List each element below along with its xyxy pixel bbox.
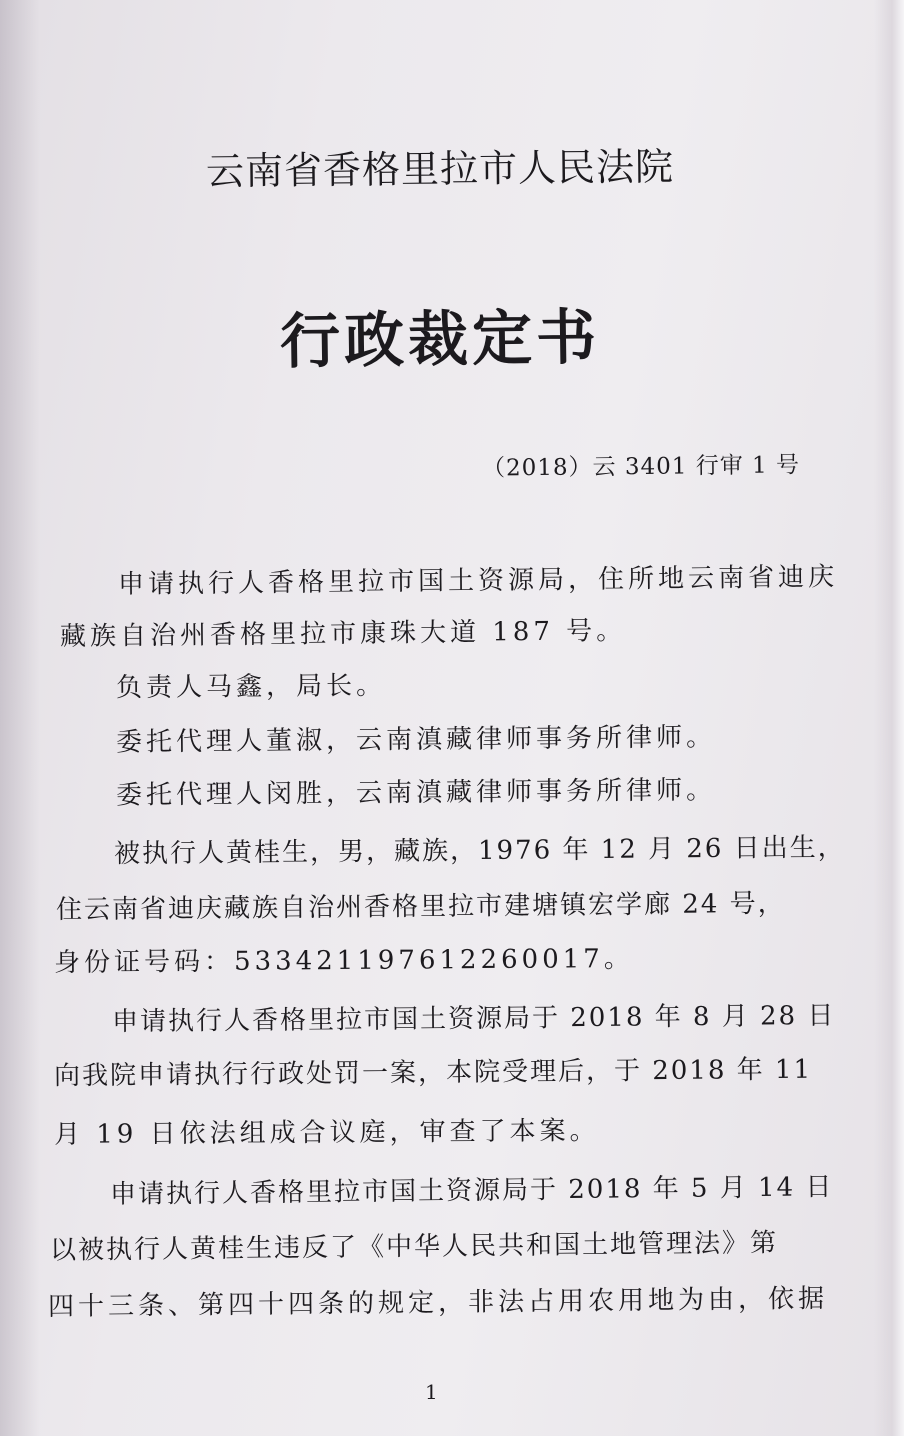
- document-title: 行政裁定书: [279, 302, 601, 378]
- body-line: 四十三条、第四十四条的规定，非法占用农用地为由，依据: [47, 1283, 829, 1323]
- body-line: 申请执行人香格里拉市国土资源局，住所地云南省迪庆: [117, 562, 839, 600]
- court-name: 云南省香格里拉市人民法院: [205, 144, 675, 194]
- body-line: 身份证号码：533421197612260017。: [53, 943, 634, 979]
- body-line: 藏族自治州香格里拉市康珠大道 187 号。: [59, 616, 627, 652]
- case-number: （2018）云 3401 行审 1 号: [481, 452, 801, 482]
- body-line: 以被执行人黄桂生违反了《中华人民共和国土地管理法》第: [49, 1228, 779, 1266]
- body-line: 月 19 日依法组成合议庭，审查了本案。: [53, 1116, 600, 1150]
- body-line: 申请执行人香格里拉市国土资源局于 2018 年 5 月 14 日: [109, 1172, 834, 1210]
- body-line: 委托代理人闵胜，云南滇藏律师事务所律师。: [115, 775, 717, 811]
- page-fold: [874, 0, 904, 1436]
- page-number: 1: [425, 1380, 438, 1404]
- page-shadow: [0, 0, 40, 1436]
- body-line: 申请执行人香格里拉市国土资源局于 2018 年 8 月 28 日: [111, 1000, 836, 1038]
- body-line: 被执行人黄桂生，男，藏族，1976 年 12 月 26 日出生，: [113, 832, 846, 870]
- body-line: 委托代理人董淑，云南滇藏律师事务所律师。: [115, 722, 717, 758]
- body-line: 向我院申请执行行政处罚一案，本院受理后，于 2018 年 11: [53, 1054, 813, 1092]
- body-line: 负责人马鑫，局长。: [115, 670, 387, 704]
- body-line: 住云南省迪庆藏族自治州香格里拉市建塘镇宏学廊 24 号，: [55, 888, 786, 926]
